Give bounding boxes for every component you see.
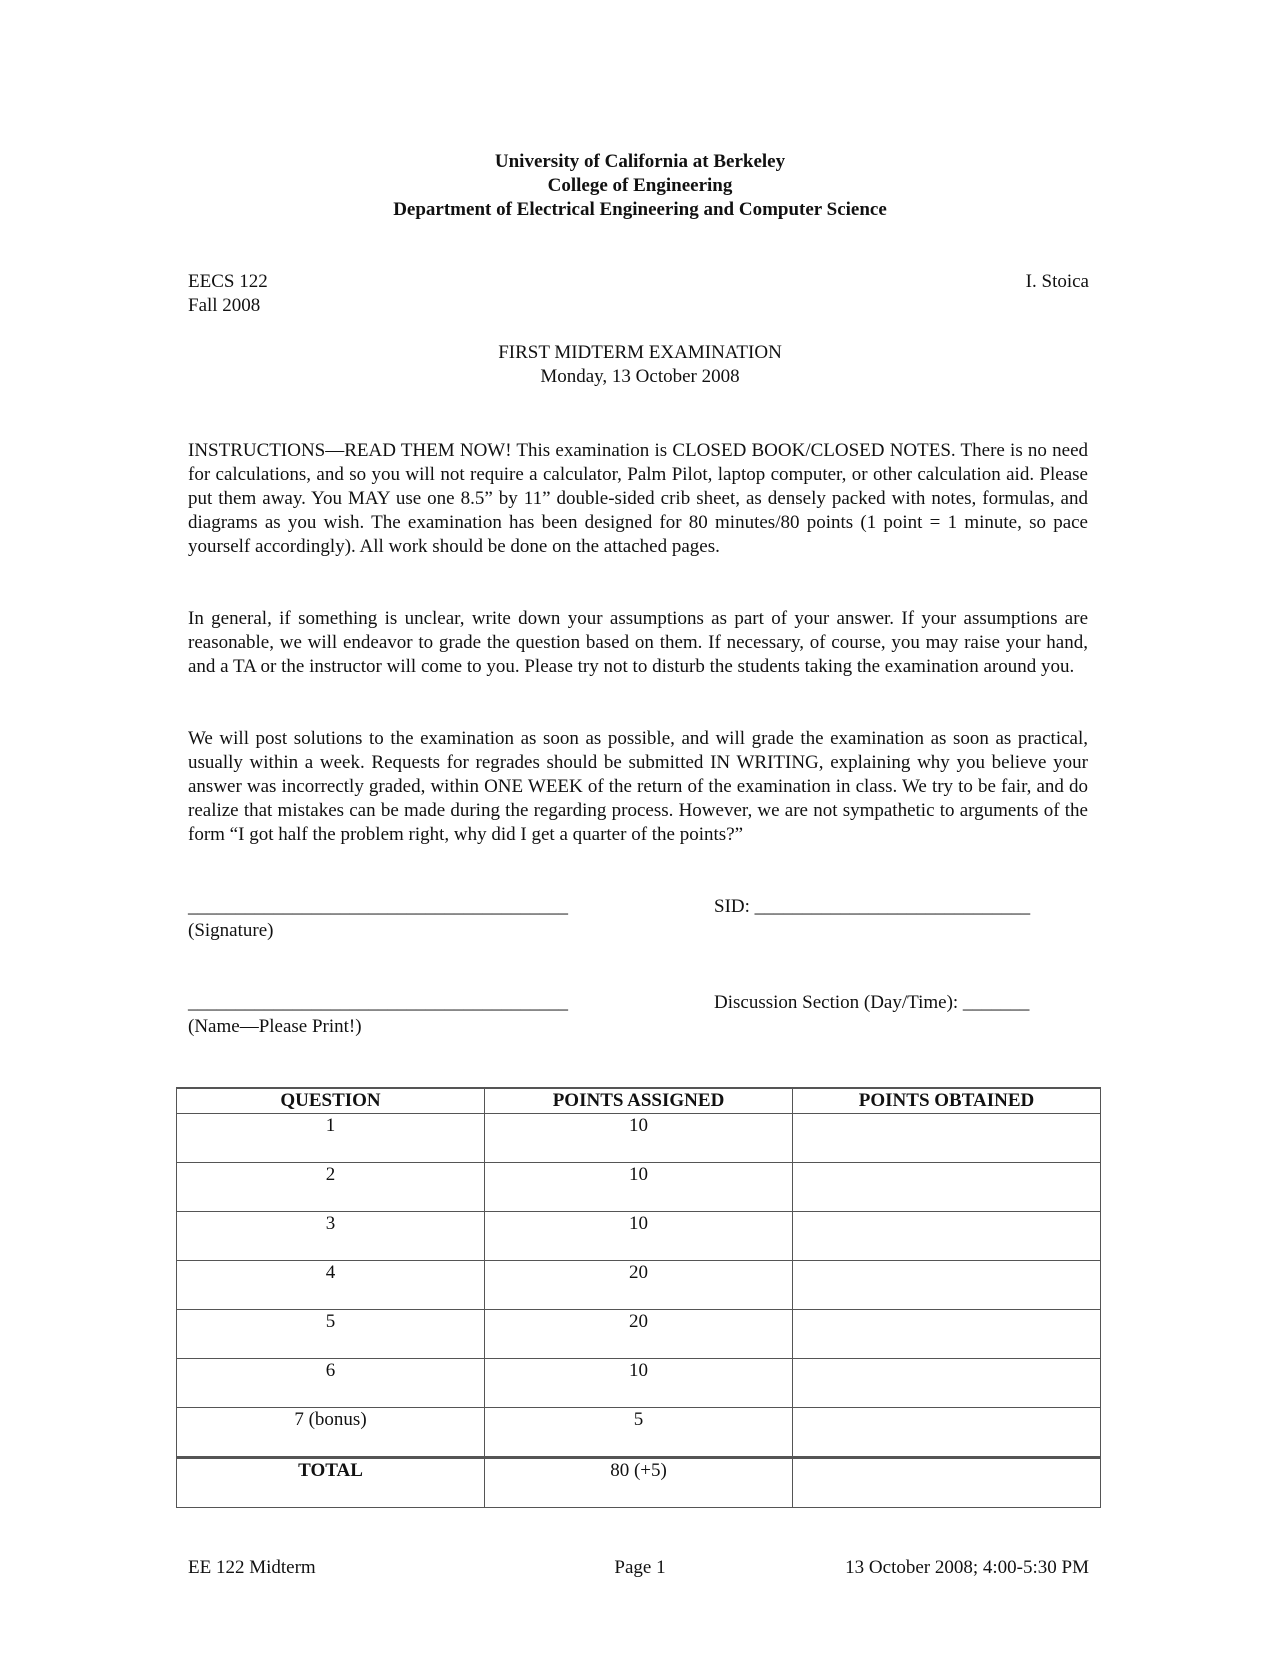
points-assigned-cell: 10	[485, 1359, 793, 1408]
university-name: University of California at Berkeley	[494, 151, 786, 172]
table-row	[177, 1408, 1101, 1458]
points-obtained-cell[interactable]	[793, 1310, 1101, 1359]
table-row	[177, 1310, 1101, 1359]
exam-title: FIRST MIDTERM EXAMINATION	[498, 342, 782, 363]
total-row	[177, 1458, 1101, 1508]
question-cell: 1	[177, 1114, 485, 1163]
points-assigned-cell: 10	[485, 1212, 793, 1261]
footer-right: 13 October 2008; 4:00-5:30 PM	[845, 1557, 1089, 1578]
course-term: Fall 2008	[188, 295, 261, 316]
question-cell: 2	[177, 1163, 485, 1212]
points-obtained-cell[interactable]	[793, 1212, 1101, 1261]
course-info	[188, 270, 268, 318]
points-assigned-cell: 10	[485, 1163, 793, 1212]
question-cell: 3	[177, 1212, 485, 1261]
instructor-name: I. Stoica	[1025, 271, 1089, 292]
points-assigned-cell: 20	[485, 1261, 793, 1310]
question-column-header: QUESTION	[177, 1088, 485, 1114]
points-obtained-cell[interactable]	[793, 1163, 1101, 1212]
points-obtained-cell[interactable]	[793, 1408, 1101, 1458]
total-label-cell: TOTAL	[177, 1458, 485, 1508]
points-assigned-cell: 5	[485, 1408, 793, 1458]
name-line[interactable]: ________________________________________	[188, 992, 568, 1013]
instructions-paragraph-3	[188, 727, 1088, 847]
instructions-paragraph-2	[188, 607, 1088, 679]
points-assigned-column-header: POINTS ASSIGNED	[485, 1088, 793, 1114]
points-obtained-cell[interactable]	[793, 1261, 1101, 1310]
table-row	[177, 1261, 1101, 1310]
total-assigned-cell: 80 (+5)	[485, 1458, 793, 1508]
sid-field[interactable]: SID: _____________________________	[714, 896, 1031, 917]
question-cell: 6	[177, 1359, 485, 1408]
table-row	[177, 1359, 1101, 1408]
score-table	[176, 1087, 1101, 1508]
points-obtained-column-header: POINTS OBTAINED	[793, 1088, 1101, 1114]
instructions-text-3: We will post solutions to the examination as soon as possible, and will grade the examination as soon as practical, usually within a week. Requests for regrades should be submitted IN WRITING, explaining why you believe your answer was incorrectly graded, within ONE WEEK of the return of the examination in class. We try to be fair, and do realize that mistakes can be made during the regarding process. However, we are not sympathetic to arguments of the form “I got half the problem right, why did I get a quarter of the points?”	[188, 728, 1088, 845]
points-assigned-cell: 20	[485, 1310, 793, 1359]
signature-line[interactable]: ________________________________________	[188, 896, 568, 917]
table-row	[177, 1163, 1101, 1212]
instructions-paragraph-1	[188, 439, 1088, 559]
exam-date: Monday, 13 October 2008	[540, 366, 740, 387]
exam-title-block	[0, 341, 1280, 389]
university-header	[0, 150, 1280, 222]
college-name: College of Engineering	[547, 175, 733, 196]
table-row	[177, 1114, 1101, 1163]
footer-left: EE 122 Midterm	[188, 1557, 316, 1578]
question-cell: 7 (bonus)	[177, 1408, 485, 1458]
course-code: EECS 122	[188, 271, 268, 292]
instructions-text-1: INSTRUCTIONS—READ THEM NOW! This examination is CLOSED BOOK/CLOSED NOTES. There is no need for calculations, and so you will not require a calculator, Palm Pilot, laptop computer, or other calculation aid. Please put them away. You MAY use one 8.5” by 11” double-sided crib sheet, as densely packed with notes, formulas, and diagrams as you wish. The examination has been designed for 80 minutes/80 points (1 point = 1 minute, so pace yourself accordingly). All work should be done on the attached pages.	[188, 440, 1088, 557]
points-obtained-cell[interactable]	[793, 1114, 1101, 1163]
points-obtained-cell[interactable]	[793, 1359, 1101, 1408]
instructions-text-2: In general, if something is unclear, write down your assumptions as part of your answer. If your assumptions are reasonable, we will endeavor to grade the question based on them. If necessary, of course, you may raise your hand, and a TA or the instructor will come to you. Please try not to disturb the students taking the examination around you.	[188, 608, 1088, 677]
department-name: Department of Electrical Engineering and Computer Science	[393, 199, 887, 220]
score-table-header	[177, 1088, 1101, 1114]
total-obtained-cell[interactable]	[793, 1458, 1101, 1508]
table-row	[177, 1212, 1101, 1261]
question-cell: 4	[177, 1261, 485, 1310]
question-cell: 5	[177, 1310, 485, 1359]
page-number: Page 1	[614, 1557, 666, 1578]
points-assigned-cell: 10	[485, 1114, 793, 1163]
discussion-section-field[interactable]: Discussion Section (Day/Time): _______	[714, 992, 1030, 1013]
name-label: (Name—Please Print!)	[188, 1016, 362, 1037]
signature-label: (Signature)	[188, 920, 274, 941]
